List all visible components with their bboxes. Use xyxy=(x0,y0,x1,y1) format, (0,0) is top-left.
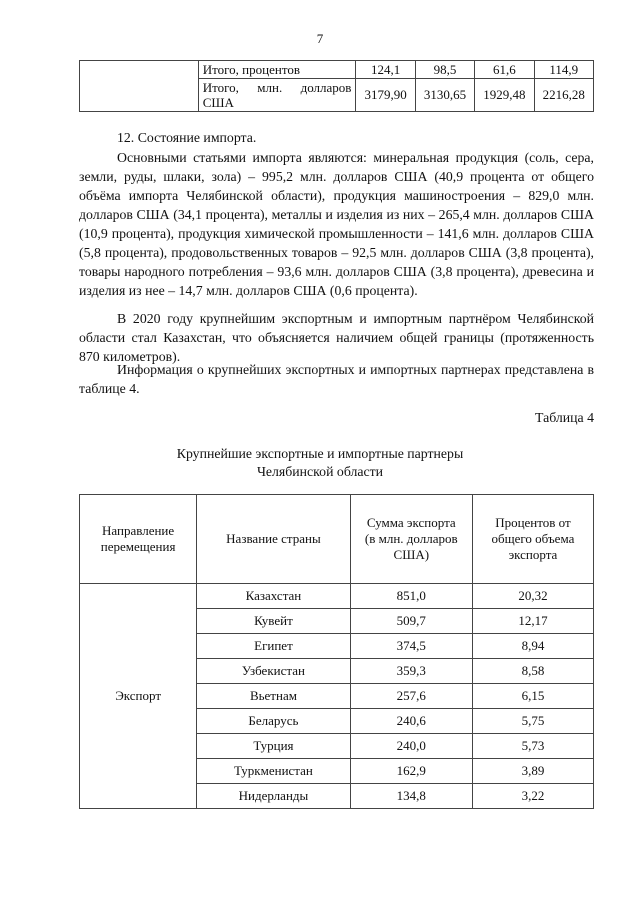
value-cell: 98,5 xyxy=(415,61,474,79)
country-cell: Турция xyxy=(197,734,351,759)
percent-cell: 3,22 xyxy=(472,784,593,809)
table-title-line: Челябинской области xyxy=(256,464,384,479)
direction-cell: Экспорт xyxy=(80,584,197,809)
paragraph-kazakhstan: В 2020 году крупнейшим экспортным и импортным партнёром Челябинской области стал Казахстан, что объясняется наличием общей границы (протяженность 870 километров). xyxy=(79,311,594,364)
table-row xyxy=(80,584,594,609)
row-label: Итого, процентов xyxy=(198,61,356,79)
country-cell: Беларусь xyxy=(197,709,351,734)
value-cell: 3130,65 xyxy=(415,79,474,112)
sum-cell: 509,7 xyxy=(350,609,472,634)
percent-cell: 5,73 xyxy=(472,734,593,759)
value-cell: 124,1 xyxy=(356,61,415,79)
country-cell: Нидерланды xyxy=(197,784,351,809)
paragraph-import-structure: Основными статьями импорта являются: минеральная продукция (соль, сера, земли, руды, шлаки, зола) – 995,2 млн. долларов США (40,9 процента от общего объёма импорта Челябинской области), продукция машиностроения – 829,0 млн. долларов США (34,1 процента), металлы и изделия из них – 265,4 млн. долларов США (10,9 процента), продукция химической промышленности – 141,6 млн. долларов США (5,8 процента), продовольственных товаров – 92,5 млн. долларов США (3,8 процента), товары народного потребления – 93,6 млн. долларов США (3,8 процента), древесина и изделия из нее – 14,7 млн. долларов США (0,6 процента). xyxy=(79,150,594,298)
section-heading: 12. Состояние импорта. xyxy=(117,130,257,145)
table-title-line: Крупнейшие экспортные и импортные партнеры xyxy=(176,446,464,461)
percent-cell: 5,75 xyxy=(472,709,593,734)
header-direction: Направление перемещения xyxy=(80,495,197,584)
sum-cell: 240,6 xyxy=(350,709,472,734)
country-cell: Узбекистан xyxy=(197,659,351,684)
sum-cell: 257,6 xyxy=(350,684,472,709)
header-percent: Процентов от общего объема экспорта xyxy=(472,495,593,584)
value-cell: 61,6 xyxy=(475,61,534,79)
percent-cell: 8,58 xyxy=(472,659,593,684)
sum-cell: 851,0 xyxy=(350,584,472,609)
page-number: 7 xyxy=(316,31,324,46)
sum-cell: 374,5 xyxy=(350,634,472,659)
country-cell: Вьетнам xyxy=(197,684,351,709)
row-label: Итого, млн. долларов США xyxy=(198,79,356,112)
table-header-row xyxy=(80,495,594,584)
percent-cell: 12,17 xyxy=(472,609,593,634)
percent-cell: 8,94 xyxy=(472,634,593,659)
percent-cell: 3,89 xyxy=(472,759,593,784)
value-cell: 114,9 xyxy=(534,61,593,79)
value-cell: 1929,48 xyxy=(475,79,534,112)
percent-cell: 6,15 xyxy=(472,684,593,709)
sum-cell: 359,3 xyxy=(350,659,472,684)
country-cell: Египет xyxy=(197,634,351,659)
table-row xyxy=(80,61,594,79)
paragraph-table-reference: Информация о крупнейших экспортных и импортных партнерах представлена в таблице 4. xyxy=(79,362,594,396)
country-cell: Кувейт xyxy=(197,609,351,634)
summary-table xyxy=(79,60,594,112)
value-cell: 2216,28 xyxy=(534,79,593,112)
country-cell: Туркменистан xyxy=(197,759,351,784)
percent-cell: 20,32 xyxy=(472,584,593,609)
table-label: Таблица 4 xyxy=(534,410,594,425)
sum-cell: 240,0 xyxy=(350,734,472,759)
table-title xyxy=(0,445,640,481)
partners-table xyxy=(79,494,594,809)
header-sum: Сумма экспорта (в млн. долларов США) xyxy=(350,495,472,584)
empty-cell xyxy=(80,61,199,112)
country-cell: Казахстан xyxy=(197,584,351,609)
header-country: Название страны xyxy=(197,495,351,584)
value-cell: 3179,90 xyxy=(356,79,415,112)
sum-cell: 162,9 xyxy=(350,759,472,784)
sum-cell: 134,8 xyxy=(350,784,472,809)
